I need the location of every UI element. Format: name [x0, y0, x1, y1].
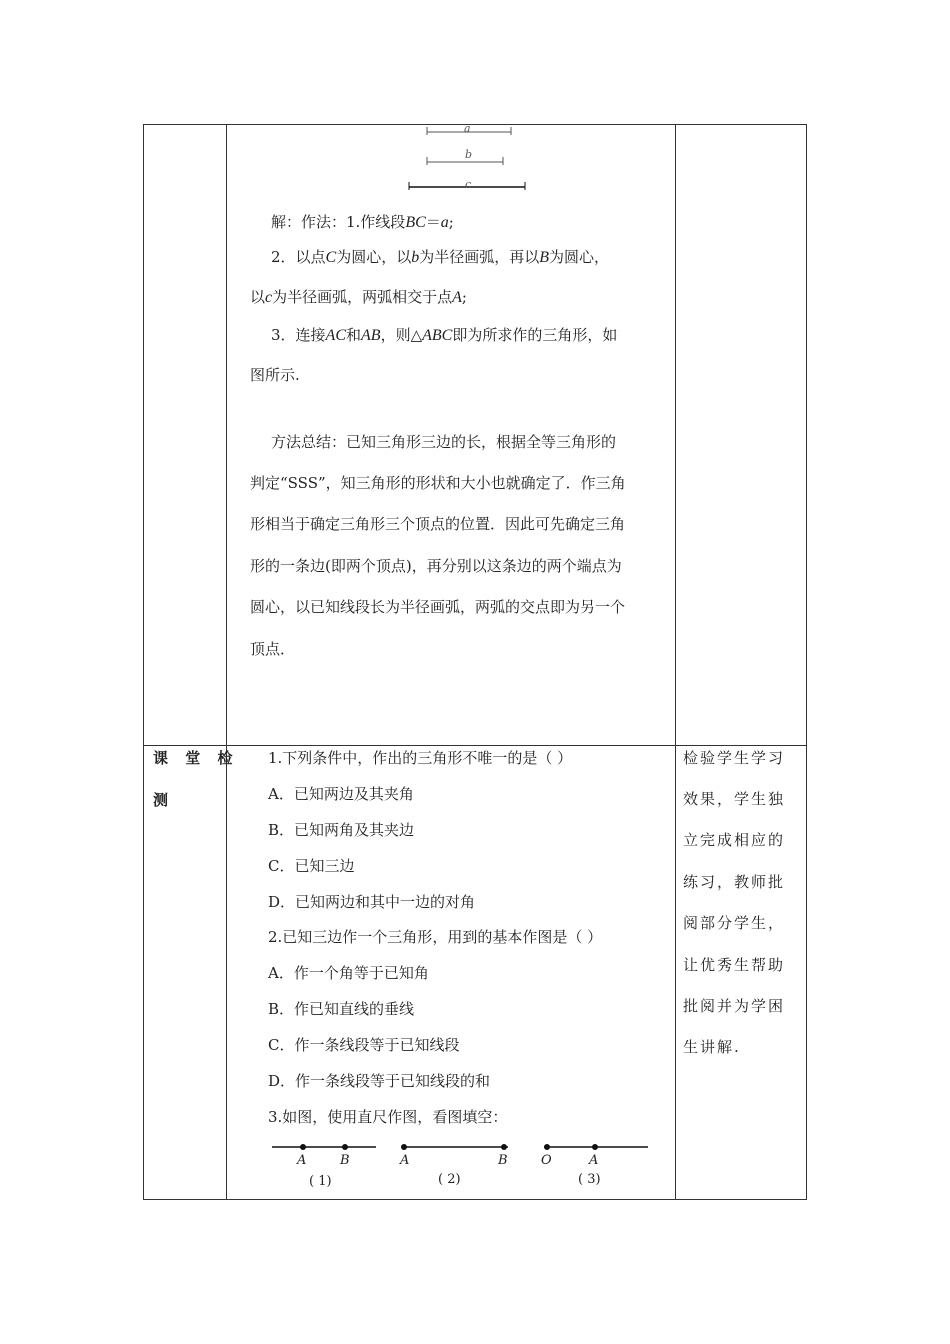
- summary-line-4: 形的一条边(即两个顶点)，再分别以这条边的两个端点为: [250, 557, 622, 575]
- q2-option-b: B．作已知直线的垂线: [268, 1000, 415, 1018]
- figure-3-point-o: [544, 1144, 550, 1150]
- q1-option-a: A．已知两边及其夹角: [268, 785, 414, 803]
- question-1: 1.下列条件中，作出的三角形不唯一的是（ ）: [268, 749, 573, 767]
- summary-line-3: 形相当于确定三角形三个顶点的位置．因此可先确定三角: [250, 515, 626, 533]
- solution-step-1: 解：作法：1.作线段BC＝a;: [271, 213, 454, 231]
- teacher-note-line-1: 检验学生学习: [683, 749, 786, 767]
- teacher-note-line-8: 生讲解.: [683, 1038, 741, 1056]
- section-label-line-2: 测: [153, 791, 175, 809]
- solution-step-3-line-1: 3．连接AC和AB，则△ABC即为所求作的三角形，如: [271, 326, 618, 344]
- solution-step-3-line-2: 图所示.: [250, 366, 300, 384]
- fig2-caption: ( 2): [438, 1172, 461, 1187]
- q1-option-d: D．已知两边和其中一边的对角: [268, 893, 476, 911]
- summary-line-6: 顶点．: [250, 640, 296, 658]
- teacher-note-line-5: 阅部分学生，: [683, 914, 786, 932]
- fig3-caption: ( 3): [578, 1172, 601, 1187]
- teacher-note-line-6: 让优秀生帮助: [683, 956, 786, 974]
- figure-2-point-b: [501, 1144, 507, 1150]
- teacher-note-line-4: 练习，教师批: [683, 873, 786, 891]
- teacher-note-line-7: 批阅并为学困: [683, 997, 786, 1015]
- column-divider-2: [675, 125, 676, 1199]
- summary-line-5: 圆心，以已知线段长为半径画弧，两弧的交点即为另一个: [250, 598, 626, 616]
- fig3-label-a: A: [589, 1153, 599, 1168]
- figure-2-point-a: [401, 1144, 407, 1150]
- fig1-caption: ( 1): [309, 1174, 332, 1189]
- fig1-label-a: A: [297, 1153, 307, 1168]
- figure-3-point-a: [592, 1144, 598, 1150]
- section-label-line-1: 课 堂 检: [153, 749, 239, 767]
- q2-option-c: C．作一条线段等于已知线段: [268, 1036, 460, 1054]
- column-divider-1: [226, 125, 227, 1199]
- segment-label-a: a: [464, 122, 471, 135]
- question-2: 2.已知三边作一个三角形，用到的基本作图是（ ）: [268, 928, 603, 946]
- teacher-note-line-2: 效果，学生独: [683, 790, 786, 808]
- teacher-note-line-3: 立完成相应的: [683, 831, 786, 849]
- solution-step-2-line-1: 2．以点C为圆心，以b为半径画弧，再以B为圆心，: [271, 248, 610, 266]
- fig2-label-a: A: [400, 1153, 410, 1168]
- fig1-label-b: B: [340, 1153, 350, 1168]
- solution-step-2-line-2: 以c为半径画弧，两弧相交于点A;: [250, 288, 467, 306]
- q1-option-b: B．已知两角及其夹边: [268, 821, 415, 839]
- q2-option-d: D．作一条线段等于已知线段的和: [268, 1072, 491, 1090]
- summary-line-1: 方法总结：已知三角形三边的长，根据全等三角形的: [271, 433, 617, 451]
- figure-1-point-b: [342, 1144, 348, 1150]
- q1-option-c: C．已知三边: [268, 857, 355, 875]
- q2-option-a: A．作一个角等于已知角: [268, 964, 429, 982]
- segment-label-b: b: [465, 148, 473, 161]
- fig2-label-b: B: [498, 1153, 508, 1168]
- figure-1-point-a: [300, 1144, 306, 1150]
- segment-label-c: c: [465, 178, 472, 191]
- fig3-label-o: O: [541, 1153, 552, 1168]
- summary-line-2: 判定“SSS”，知三角形的形状和大小也就确定了．作三角: [250, 474, 626, 492]
- question-3: 3.如图，使用直尺作图，看图填空：: [268, 1108, 508, 1126]
